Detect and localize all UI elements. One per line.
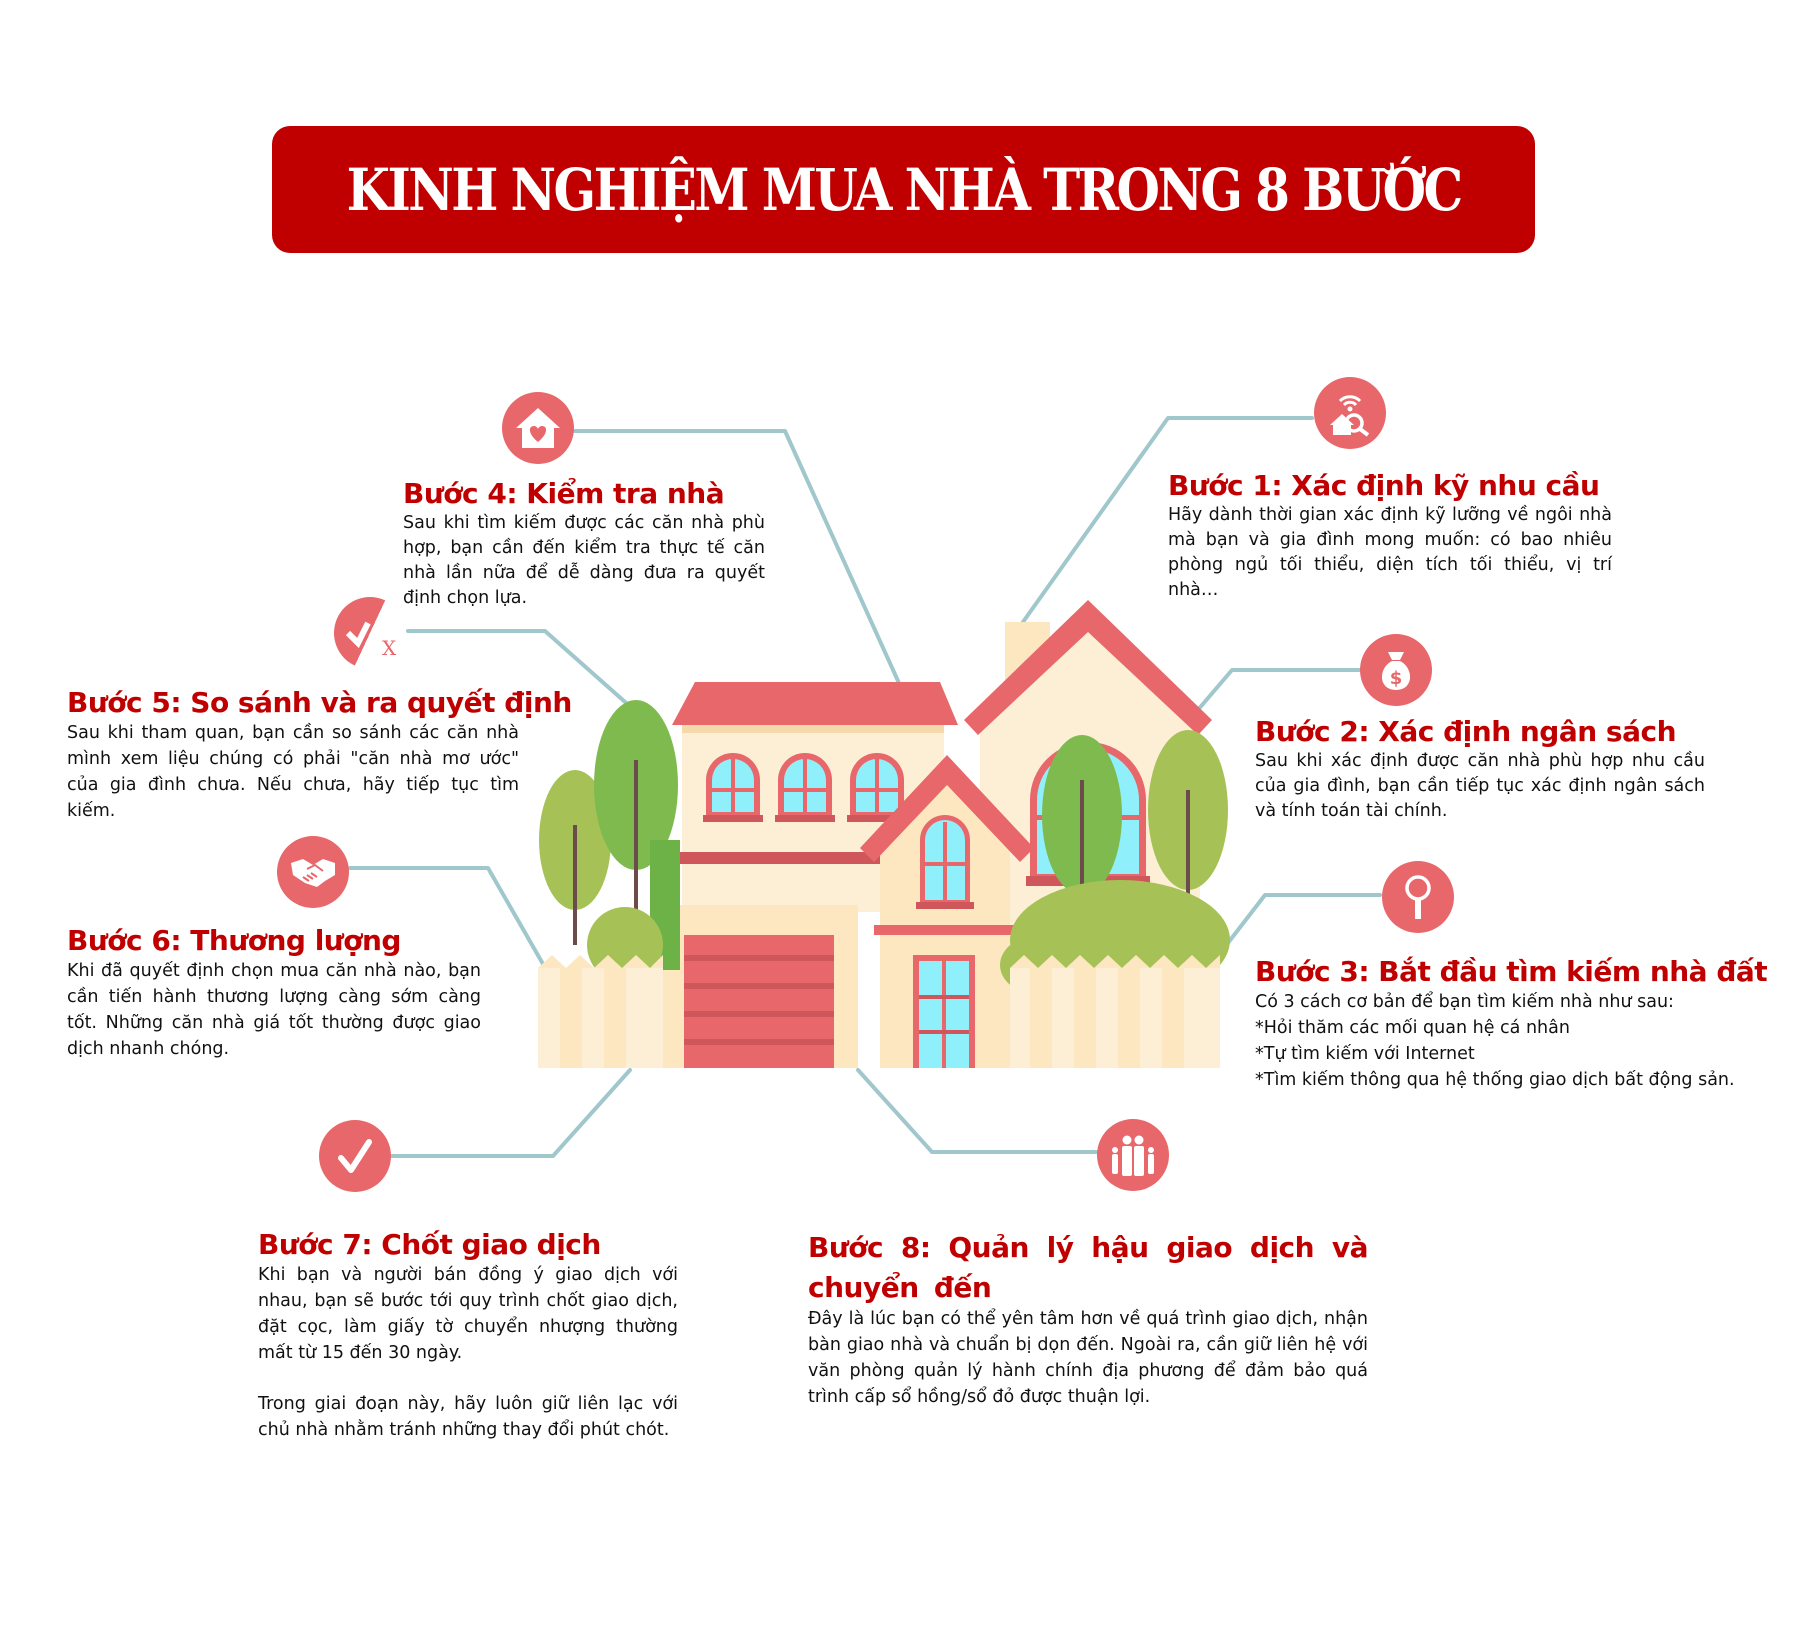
step-7-title: Bước 7: Chốt giao dịch bbox=[258, 1228, 601, 1261]
step-2-paragraph: Sau khi xác định được căn nhà phù hợp nhu cầu của gia đình, bạn cần tiếp tục xác định ngân sách và tính toán tài chính. bbox=[1255, 751, 1705, 821]
step-6-body bbox=[67, 958, 481, 1062]
step-7 bbox=[258, 1228, 678, 1443]
connector-step-7 bbox=[392, 1070, 630, 1156]
page-title: KINH NGHIỆM MUA NHÀ TRONG 8 BƯỚC bbox=[346, 155, 1461, 224]
step-3-line: *Tìm kiếm thông qua hệ thống giao dịch bất động sản. bbox=[1255, 1070, 1735, 1090]
step-1 bbox=[1168, 469, 1612, 603]
step-4-body bbox=[403, 511, 765, 611]
step-8-body bbox=[808, 1306, 1368, 1410]
step-8-title: Bước 8: Quản lý hậu giao dịch và chuyển đến bbox=[808, 1231, 1368, 1304]
svg-text:X: X bbox=[382, 636, 397, 660]
step-3-title: Bước 3: Bắt đầu tìm kiếm nhà đất bbox=[1255, 955, 1768, 988]
step-1-body bbox=[1168, 503, 1612, 603]
step-3-line: *Hỏi thăm các mối quan hệ cá nhân bbox=[1255, 1018, 1570, 1038]
checkmark-icon bbox=[319, 1120, 391, 1192]
step-1-paragraph: Hãy dành thời gian xác định kỹ lưỡng về ngôi nhà mà bạn và gia đình mong muốn: có bao nhiêu phòng ngủ tối thiểu, diện tích tối thiểu, vị trí nhà… bbox=[1168, 505, 1612, 600]
money-bag-icon bbox=[1360, 634, 1432, 706]
step-7-paragraph: Khi bạn và người bán đồng ý giao dịch với nhau, bạn sẽ bước tới quy trình chốt giao dịch, đặt cọc, làm giấy tờ chuyển nhượng thường mất từ 15 đến 30 ngày. bbox=[258, 1265, 678, 1363]
step-8 bbox=[808, 1228, 1368, 1410]
upper-windows bbox=[703, 753, 907, 822]
step-2-body bbox=[1255, 749, 1705, 824]
step-3 bbox=[1255, 955, 1795, 1093]
step-1-title: Bước 1: Xác định kỹ nhu cầu bbox=[1168, 469, 1600, 502]
step-3-line: Có 3 cách cơ bản để bạn tìm kiếm nhà như sau: bbox=[1255, 992, 1674, 1012]
step-7-body bbox=[258, 1262, 678, 1443]
step-5-paragraph: Sau khi tham quan, bạn cần so sánh các căn nhà mình xem liệu chúng có phải "căn nhà mơ ước" của gia đình chưa. Nếu chưa, hãy tiếp tục tìm kiếm. bbox=[67, 723, 519, 821]
step-4-title: Bước 4: Kiểm tra nhà bbox=[403, 477, 725, 510]
step-3-line: *Tự tìm kiếm với Internet bbox=[1255, 1044, 1475, 1064]
step-6-title: Bước 6: Thương lượng bbox=[67, 924, 401, 957]
fence-right bbox=[1010, 955, 1220, 1068]
step-8-paragraph: Đây là lúc bạn có thể yên tâm hơn về quá trình giao dịch, nhận bàn giao nhà và chuẩn bị dọn đến. Ngoài ra, cần giữ liên hệ với văn phòng quản lý hành chính địa phương để đảm bảo quá trình cấp sổ hồng/sổ đỏ được thuận lợi. bbox=[808, 1309, 1368, 1407]
house-search-wifi-icon bbox=[1314, 377, 1386, 449]
step-7-paragraph: Trong giai đoạn này, hãy luôn giữ liên lạc với chủ nhà nhằm tránh những thay đổi phút chót. bbox=[258, 1394, 678, 1440]
house-heart-icon bbox=[502, 392, 574, 464]
step-6 bbox=[67, 924, 481, 1062]
step-5-title: Bước 5: So sánh và ra quyết định bbox=[67, 686, 572, 719]
connector-step-8 bbox=[858, 1070, 1097, 1152]
step-5-body bbox=[67, 720, 519, 824]
magnifier-icon bbox=[1382, 861, 1454, 933]
step-2-title: Bước 2: Xác định ngân sách bbox=[1255, 715, 1677, 748]
step-4 bbox=[403, 477, 765, 611]
step-4-paragraph: Sau khi tìm kiếm được các căn nhà phù hợp, bạn cần đến kiểm tra thực tế căn nhà lần nữa để dễ dàng đưa ra quyết định chọn lựa. bbox=[403, 513, 765, 608]
trees-left bbox=[539, 700, 680, 983]
check-cross-icon bbox=[334, 597, 406, 669]
family-icon bbox=[1097, 1119, 1169, 1191]
handshake-icon bbox=[277, 836, 349, 908]
garage bbox=[662, 905, 858, 1068]
fence-left bbox=[538, 955, 663, 1068]
step-5 bbox=[67, 686, 572, 824]
step-6-paragraph: Khi đã quyết định chọn mua căn nhà nào, bạn cần tiến hành thương lượng càng sớm càng tốt. Những căn nhà giá tốt thường được giao dịch nhanh chóng. bbox=[67, 961, 481, 1059]
svg-text:$: $ bbox=[1389, 668, 1403, 689]
step-2 bbox=[1255, 715, 1705, 824]
step-3-body bbox=[1255, 989, 1795, 1093]
